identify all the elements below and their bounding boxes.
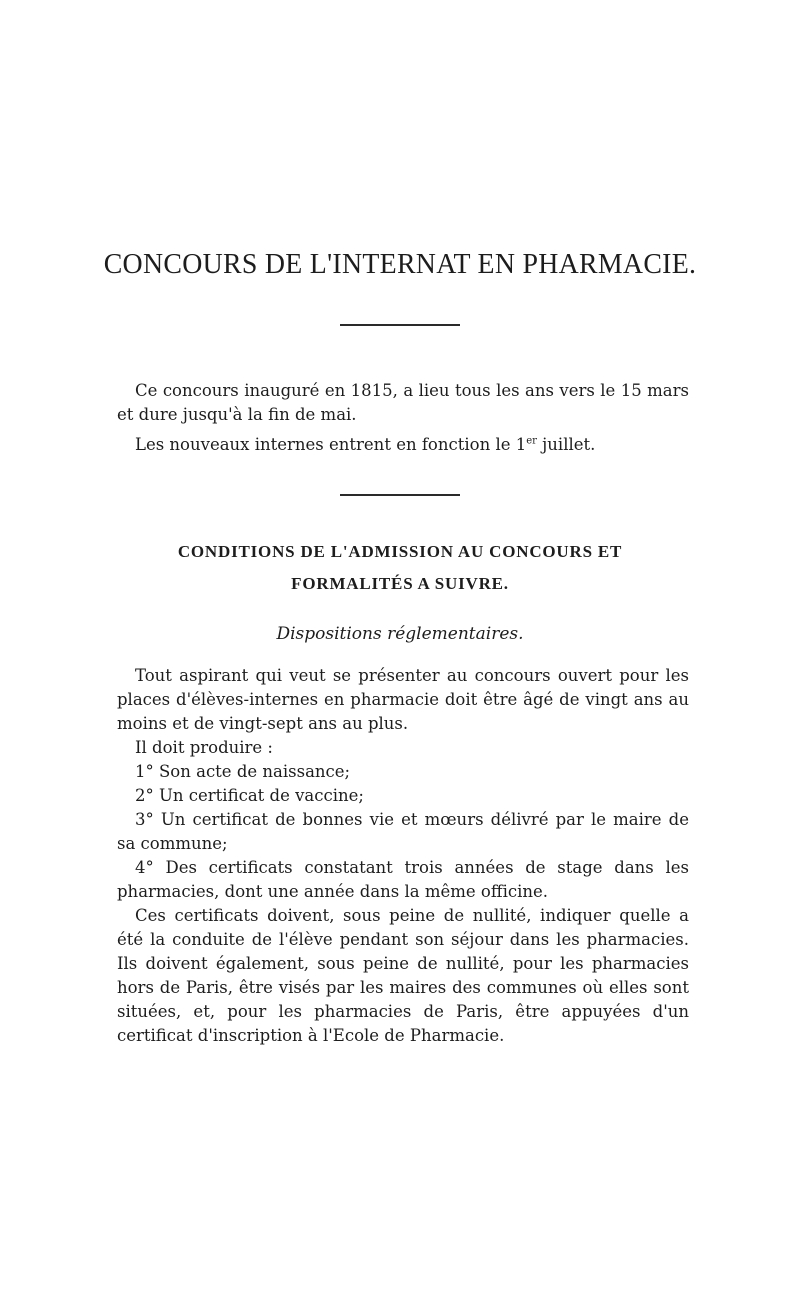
separator-rule-2 (340, 494, 460, 496)
rules-paragraph-2: Il doit produire : (135, 738, 273, 757)
intro-block (117, 379, 689, 457)
intro-paragraph-1: Ce concours inauguré en 1815, a lieu tous les ans vers le 15 mars et dure jusqu'à la fin de mai. (117, 381, 689, 424)
intro-paragraph-2-text: Les nouveaux internes entrent en fonction le 1 (135, 435, 527, 454)
rules-item-4: 4° Des certificats constatant trois années de stage dans les pharmacies, dont une année dans la même officine. (117, 858, 689, 901)
section-title-line-1: CONDITIONS DE L'ADMISSION AU CONCOURS ET (177, 542, 623, 561)
separator-rule-1 (340, 324, 460, 326)
rules-block (117, 664, 689, 1048)
section-title-line-2: FORMALITÉS A SUIVRE. (291, 574, 509, 593)
page-title: CONCOURS DE L'INTERNAT EN PHARMACIE. (103, 248, 697, 280)
rules-paragraph-1: Tout aspirant qui veut se présenter au concours ouvert pour les places d'élèves-internes en pharmacie doit être âgé de vingt ans au moins et de vingt-sept ans au plus. (117, 666, 689, 733)
intro-paragraph-2-end: juillet. (536, 435, 596, 454)
intro-paragraph-2-superscript: er (526, 435, 537, 447)
rules-paragraph-3: Ces certificats doivent, sous peine de nullité, indiquer quelle a été la conduite de l'élève pendant son séjour dans les pharmacies. Ils doivent également, sous peine de nullité, pour les pharmacies hors de Paris, être visés par les maires des communes où elles sont situées, et, pour les pharmacies de Paris, être appuyées d'un certificat d'inscription à l'Ecole de Pharmacie. (117, 906, 689, 1045)
rules-item-3: 3° Un certificat de bonnes vie et mœurs délivré par le maire de sa commune; (117, 810, 689, 853)
rules-item-1: 1° Son acte de naissance; (135, 762, 351, 781)
intro-paragraph-2 (117, 433, 689, 457)
rules-item-2: 2° Un certificat de vaccine; (135, 786, 364, 805)
section-subtitle: Dispositions réglementaires. (276, 624, 524, 644)
